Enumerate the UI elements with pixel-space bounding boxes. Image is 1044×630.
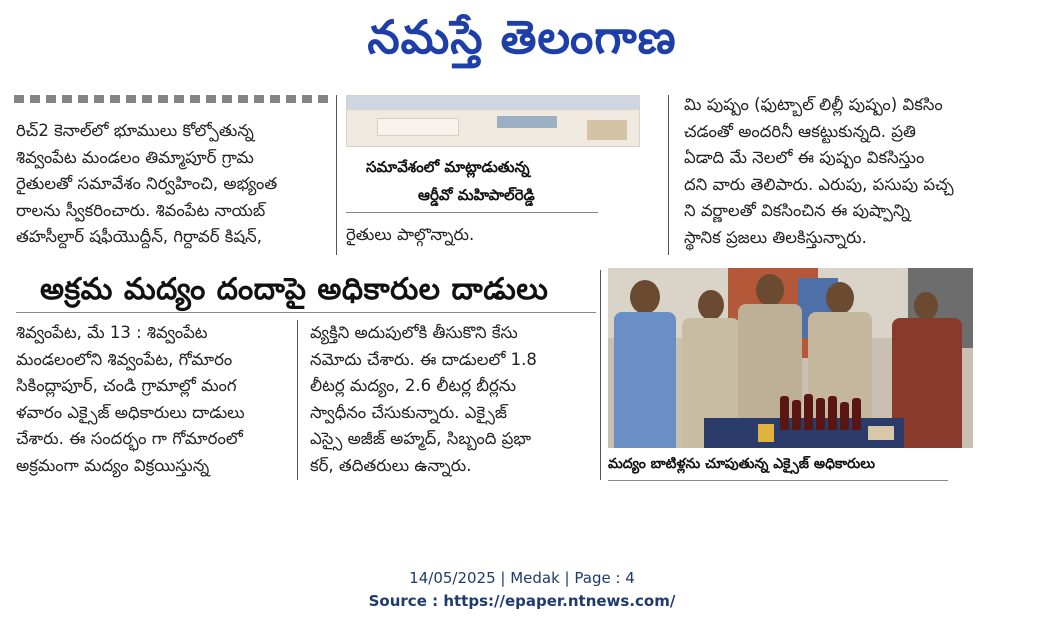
text-line: నమోదు చేశారు. ఈ దాడులలో 1.8 — [310, 349, 537, 369]
text-line: చడంతో అందరినీ ఆకట్టుకున్నది. ప్రతి — [684, 121, 916, 141]
text-line: లీటర్ల మద్యం, 2.6 లీటర్ల బీర్లను — [310, 376, 517, 396]
top-left-column — [16, 118, 334, 251]
cutoff-text-fragment — [14, 95, 334, 103]
article-headline: అక్రమ మద్యం దందాపై అధికారుల దాడులు — [40, 272, 549, 307]
masthead-logo: నమస్తే తెలంగాణ — [367, 10, 677, 64]
text-line: రిచ్2 కెనాల్‌లో భూములు కోల్పోతున్న — [16, 121, 254, 140]
text-line: రాలను స్వీకరించారు. శివంపేట నాయబ్ — [16, 200, 266, 220]
excise-photo-caption: మద్యం బాటిళ్లను చూపుతున్న ఎక్సైజ్ అధికారులు — [608, 456, 876, 472]
article-column-1 — [16, 320, 292, 480]
middle-text-line: రైతులు పాల్గొన్నారు. — [346, 225, 475, 244]
column-divider — [668, 95, 669, 255]
text-line: స్వాధీనం చేసుకున్నారు. ఎక్సైజ్ — [310, 402, 507, 422]
meeting-photo-caption-1: సమావేశంలో మాట్లాడుతున్న — [366, 158, 530, 176]
text-line: అక్రమంగా మద్యం విక్రయిస్తున్న — [16, 455, 210, 475]
caption-underline — [608, 480, 948, 481]
excise-officers-photo — [608, 268, 973, 448]
text-line: స్థానిక ప్రజలు తిలకిస్తున్నారు. — [684, 227, 867, 247]
text-line: శివ్వంపేట, మే 13 : శివ్వంపేట — [16, 323, 208, 342]
text-line: రైతులతో సమావేశం నిర్వహించి, అభ్యంత — [16, 174, 278, 194]
text-line: మండలంలోని శివ్వంపేట, గోమారం — [16, 349, 233, 369]
column-divider — [336, 95, 337, 255]
text-line: శివ్వంపేట మండలం తిమ్మాపూర్ గ్రామ — [16, 147, 254, 167]
meeting-photo-caption-2: ఆర్డీవో మహిపాల్‌రెడ్డి — [418, 186, 535, 204]
text-line: ఎస్సై అజీజ్ అహ్మద్, సిబ్బంది ప్రభా — [310, 429, 532, 449]
footer-date-edition: 14/05/2025 | Medak | Page : 4 — [409, 569, 635, 587]
text-line: ళవారం ఎక్సైజ్ అధికారులు దాడులు — [16, 402, 245, 422]
headline-rule — [16, 312, 596, 313]
footer-source: Source : https://epaper.ntnews.com/ — [368, 592, 676, 610]
text-line: ని వర్ణాలతో వికసించిన ఈ పుష్పాన్ని — [684, 201, 911, 221]
text-line: ఏడాది మే నెలలో ఈ పుష్పం వికసిస్తుం — [684, 148, 925, 168]
text-line: సికింద్లాపూర్, చండి గ్రామాల్లో మంగ — [16, 376, 237, 396]
column-divider — [297, 320, 298, 480]
text-line: కర్, తదితరులు ఉన్నారు. — [310, 455, 472, 475]
meeting-photo — [346, 95, 640, 147]
text-line: తహసీల్దార్ షఫీయొద్దీన్, గిర్దావర్ కిషన్, — [16, 227, 262, 247]
top-right-column — [684, 92, 984, 252]
article-column-2 — [310, 320, 592, 480]
text-line: వ్యక్తిని అదుపులోకి తీసుకొని కేసు — [310, 323, 518, 342]
text-line: చేశారు. ఈ సందర్భం గా గోమారంలో — [16, 429, 243, 449]
text-line: మి పుష్పం (ఫుట్బాల్ లిల్లీ పుష్పం) వికసిం — [684, 95, 943, 114]
caption-underline — [346, 212, 598, 213]
column-divider — [600, 270, 601, 480]
text-line: దని వారు తెలిపారు. ఎరుపు, పసుపు పచ్చ — [684, 174, 954, 194]
